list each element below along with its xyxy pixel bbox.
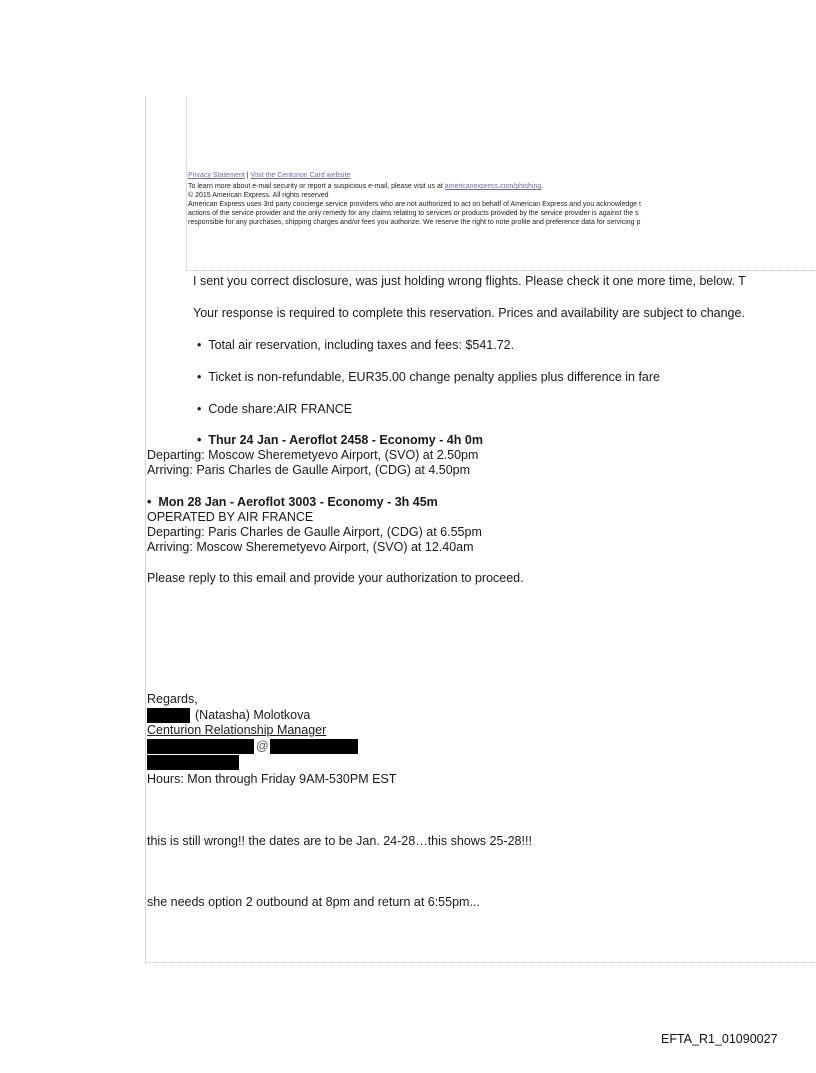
phishing-period: . (541, 183, 544, 190)
flight1-title (197, 433, 483, 447)
security-text: To learn more about e-mail security or report a suspicious e-mail, please visit us at (188, 183, 443, 190)
response-required-paragraph: Your response is required to complete this reservation. Prices and availability are subject to change. (193, 306, 745, 320)
footer-links (188, 172, 350, 179)
redaction-bar (147, 708, 190, 723)
redaction-bar (147, 755, 239, 770)
bullet-ticket (197, 370, 660, 384)
bullet-dot: • (197, 370, 209, 384)
bullet-dot: • (197, 433, 209, 447)
bullet-dot: • (197, 338, 209, 352)
copyright-line: © 2015 American Express. All rights reserved (188, 192, 329, 199)
redaction-bar (147, 739, 254, 754)
security-line (188, 182, 543, 191)
bullet-codeshare-text: Code share:AIR FRANCE (208, 402, 353, 416)
bates-number: EFTA_R1_01090027 (661, 1032, 778, 1046)
hours-line: Hours: Mon through Friday 9AM-530PM EST (147, 772, 397, 786)
bullet-total (197, 338, 514, 352)
flight1-title-text: Thur 24 Jan - Aeroflot 2458 - Economy - 4h 0m (208, 433, 483, 447)
bullet-total-text: Total air reservation, including taxes and fees: $541.72. (208, 338, 515, 352)
reply-request: Please reply to this email and provide your authorization to proceed. (147, 571, 524, 585)
disclaimer-line-3: responsible for any purchases, shipping charges and/or fees you authorize. We reserve the right to note profile and preference data for servicing p (188, 219, 641, 226)
disclaimer-line-1: American Express uses 3rd party concierge service providers who are not authorized to act on behalf of American Express and you acknowledge t (188, 201, 641, 208)
reply-option-two: she needs option 2 outbound at 8pm and return at 6:55pm... (147, 895, 480, 909)
email-at-sign: @ (256, 739, 269, 753)
bullet-ticket-text: Ticket is non-refundable, EUR35.00 change penalty applies plus difference in fare (208, 370, 660, 384)
flight2-arriving: Arriving: Moscow Sheremetyevo Airport, (SVO) at 12.40am (147, 540, 474, 554)
reply-wrong-dates: this is still wrong!! the dates are to be Jan. 24-28…this shows 25-28!!! (147, 834, 532, 848)
bullet-dot: • (197, 402, 209, 416)
privacy-statement-link[interactable]: Privacy Statement (188, 172, 245, 179)
bullet-codeshare (197, 402, 352, 416)
flight2-departing: Departing: Paris Charles de Gaulle Airport, (CDG) at 6.55pm (147, 525, 482, 539)
flight1-departing: Departing: Moscow Sheremetyevo Airport, (SVO) at 2.50pm (147, 448, 479, 462)
bullet-dot: • (147, 495, 159, 509)
regards-line: Regards, (147, 692, 198, 706)
visit-centurion-link[interactable]: Visit the Centurion Card website (250, 172, 351, 179)
redaction-bar (270, 739, 358, 754)
disclaimer-line-2: actions of the service provider and the only remedy for any claims relating to services or products provided by the service provider is against the s (188, 210, 639, 217)
signer-name: (Natasha) Molotkova (195, 708, 311, 722)
phishing-link[interactable]: americanexpress.com/phishing (444, 183, 542, 190)
link-separator: | (246, 172, 249, 179)
signer-role: Centurion Relationship Manager (147, 723, 327, 737)
flight1-arriving: Arriving: Paris Charles de Gaulle Airport, (CDG) at 4.50pm (147, 463, 471, 477)
intro-paragraph: I sent you correct disclosure, was just holding wrong flights. Please check it one more time, below. T (193, 274, 746, 288)
flight2-title (147, 495, 438, 509)
flight2-title-text: Mon 28 Jan - Aeroflot 3003 - Economy - 3h 45m (158, 495, 438, 509)
flight2-operated: OPERATED BY AIR FRANCE (147, 510, 314, 524)
